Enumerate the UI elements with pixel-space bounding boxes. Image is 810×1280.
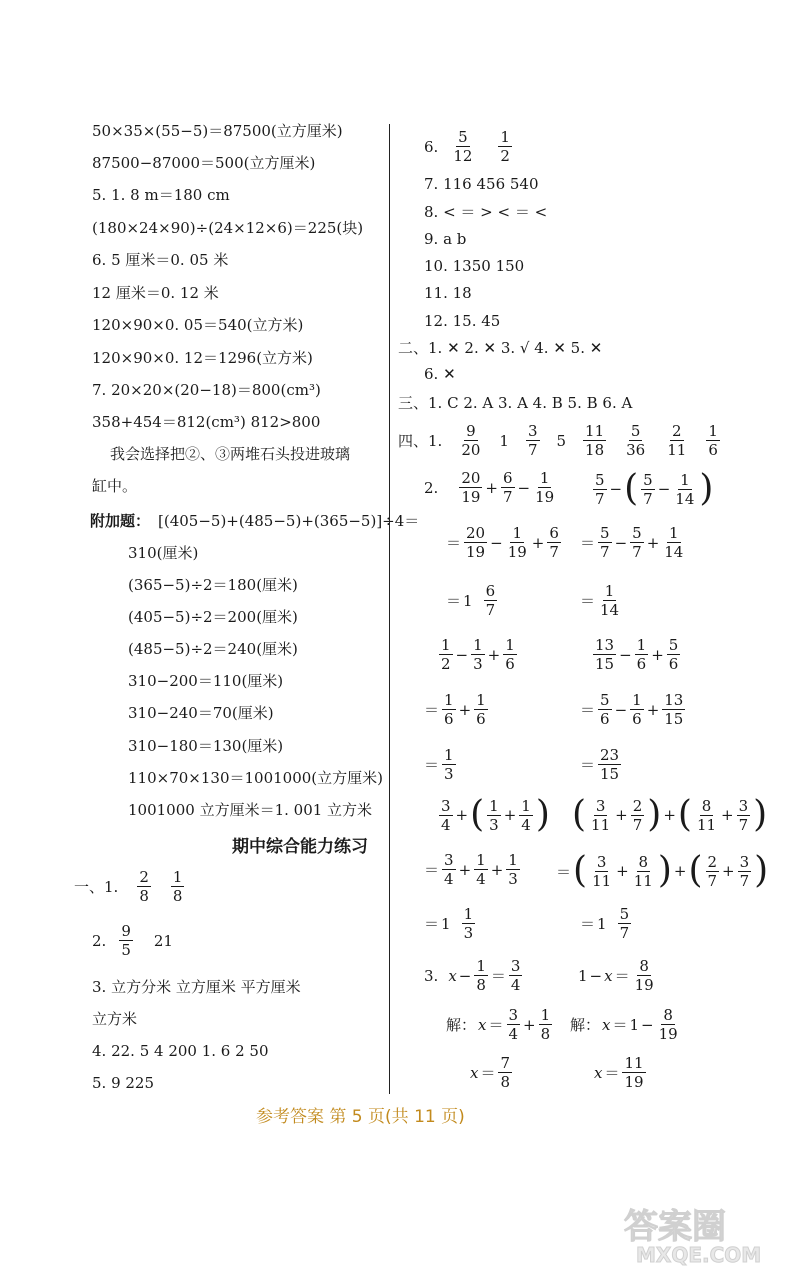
right-line: 12. 15. 45 bbox=[424, 312, 501, 330]
left-line: 7. 20×20×(20−18)＝800(cm³) bbox=[92, 381, 321, 399]
right-line: 7. 116 456 540 bbox=[424, 175, 539, 193]
fraction: $\frac{5}{36}$ bbox=[626, 422, 646, 459]
eq-3a-line3: x ＝ $\frac{7}{8}$ bbox=[470, 1054, 511, 1091]
fraction: $\frac{1}{6}$ bbox=[444, 691, 454, 728]
left-line: 6. 5 厘米＝0. 05 米 bbox=[92, 251, 229, 269]
fraction: $\frac{1}{6}$ bbox=[636, 636, 647, 673]
watermark-logo bbox=[616, 1204, 796, 1266]
extra-line: (485−5)÷2＝240(厘米) bbox=[128, 640, 298, 658]
fraction: $\frac{2}{7}$ bbox=[632, 796, 643, 834]
right-line: 10. 1350 150 bbox=[424, 257, 525, 275]
fraction: $\frac{3}{11}$ bbox=[592, 852, 612, 890]
fraction: $\frac{8}{19}$ bbox=[634, 957, 654, 994]
calc-2f-line1: ( $\frac{3}{11}$ + $\frac{2}{7}$ ) + ( $\frac{8}{11}$ + $\frac{3}{7}$ ) bbox=[572, 794, 768, 835]
fraction: $\frac{5}{7}$ bbox=[643, 470, 653, 508]
extra-line: [(405−5)+(485−5)+(365−5)]÷4＝ bbox=[158, 512, 420, 530]
fraction: $\frac{1}{6}$ bbox=[505, 636, 515, 673]
calc-2a-line3: ＝ 1 $\frac{6}{7}$ bbox=[446, 582, 496, 619]
left-q5: 5. 9 225 bbox=[92, 1074, 155, 1092]
section-3-answers: 三、1. C 2. A 3. A 4. B 5. B 6. A bbox=[398, 394, 633, 412]
fraction: $\frac{1}{3}$ bbox=[489, 796, 499, 834]
svg-text:答案圈: 答案圈 bbox=[624, 1207, 726, 1247]
calc-2e-line2: ＝ $\frac{3}{4}$ + $\frac{1}{4}$ + $\frac{1}{3}$ bbox=[424, 851, 518, 888]
fraction: $\frac{1}{8}$ bbox=[172, 868, 183, 905]
left-line: 87500−87000＝500(立方厘米) bbox=[92, 154, 316, 172]
left-q4: 4. 22. 5 4 200 1. 6 2 50 bbox=[92, 1042, 269, 1060]
fraction: $\frac{6}{7}$ bbox=[549, 524, 559, 561]
extra-line: (365−5)÷2＝180(厘米) bbox=[128, 576, 298, 594]
fraction: $\frac{5}{12}$ bbox=[453, 128, 473, 165]
calc-2c-line3: ＝ $\frac{1}{3}$ bbox=[424, 746, 454, 783]
section-4-label: 四、1. bbox=[398, 432, 443, 450]
fraction: $\frac{1}{19}$ bbox=[507, 524, 527, 561]
fraction: $\frac{6}{7}$ bbox=[485, 582, 496, 619]
eq-3a-line2: 解： x ＝ $\frac{3}{4}$ + $\frac{1}{8}$ bbox=[446, 1006, 551, 1043]
fraction: $\frac{5}{7}$ bbox=[600, 524, 610, 561]
calc-2c-line2: ＝ $\frac{1}{6}$ + $\frac{1}{6}$ bbox=[424, 691, 486, 728]
fraction: $\frac{5}{7}$ bbox=[595, 470, 605, 508]
fraction: $\frac{5}{6}$ bbox=[600, 691, 610, 728]
fraction: $\frac{3}{7}$ bbox=[738, 796, 749, 834]
calc-2d-line3: ＝ $\frac{23}{15}$ bbox=[580, 746, 620, 783]
fraction: $\frac{20}{19}$ bbox=[461, 469, 481, 506]
eq-3b-line1: 1 − x ＝ $\frac{8}{19}$ bbox=[578, 957, 654, 994]
left-line: 5. 1. 8 m＝180 cm bbox=[92, 186, 230, 204]
fraction: $\frac{1}{6}$ bbox=[632, 691, 642, 728]
column-divider bbox=[389, 124, 390, 1094]
fraction: $\frac{9}{20}$ bbox=[461, 422, 481, 459]
calc-2f-line3: ＝ 1 $\frac{5}{7}$ bbox=[580, 905, 630, 942]
q1-label: 一、1. bbox=[74, 878, 119, 896]
left-q1-row bbox=[74, 868, 185, 905]
left-line: 358+454＝812(cm³) 812>800 bbox=[92, 413, 321, 431]
section-2-answers: 二、1. ✕ 2. ✕ 3. √ 4. ✕ 5. ✕ bbox=[398, 339, 603, 357]
extra-line: 110×70×130＝1001000(立方厘米) bbox=[128, 769, 383, 787]
fraction: $\frac{3}{4}$ bbox=[441, 796, 451, 834]
extra-line: 310−180＝130(厘米) bbox=[128, 737, 284, 755]
right-line: 11. 18 bbox=[424, 284, 472, 302]
eq-3b-line2: 解： x ＝ 1 − $\frac{8}{19}$ bbox=[570, 1006, 678, 1043]
fraction: $\frac{13}{15}$ bbox=[664, 691, 684, 728]
fraction: $\frac{5}{6}$ bbox=[668, 636, 679, 673]
fraction: $\frac{1}{3}$ bbox=[508, 851, 518, 888]
fraction: $\frac{1}{3}$ bbox=[444, 746, 454, 783]
answer-value: 5 bbox=[556, 431, 567, 450]
calc-2f-line2: ＝ ( $\frac{3}{11}$ + $\frac{8}{11}$ ) + ( $\frac{2}{7}$ + $\frac{3}{7}$ ) bbox=[556, 850, 769, 891]
left-line: 12 厘米＝0. 12 米 bbox=[92, 284, 219, 302]
fraction: $\frac{6}{7}$ bbox=[502, 469, 513, 506]
calc-2b-line2: ＝ $\frac{5}{7}$ − $\frac{5}{7}$ + $\frac{1}{14}$ bbox=[580, 524, 684, 561]
fraction: $\frac{1}{19}$ bbox=[535, 469, 555, 506]
left-line: (180×24×90)÷(24×12×6)＝225(块) bbox=[92, 219, 364, 237]
fraction: $\frac{1}{8}$ bbox=[540, 1006, 551, 1043]
fraction: $\frac{2}{11}$ bbox=[667, 422, 687, 459]
calc-2c-line1: $\frac{1}{2}$ − $\frac{1}{3}$ + $\frac{1}{6}$ bbox=[441, 636, 515, 673]
extra-line: (405−5)÷2＝200(厘米) bbox=[128, 608, 298, 626]
right-line: 9. a b bbox=[424, 230, 467, 248]
fraction: $\frac{8}{11}$ bbox=[696, 796, 717, 834]
fraction: $\frac{11}{18}$ bbox=[585, 422, 605, 459]
left-line: 50×35×(55−5)＝87500(立方厘米) bbox=[92, 122, 343, 140]
fraction: $\frac{3}{11}$ bbox=[591, 796, 611, 834]
fraction: $\frac{1}{14}$ bbox=[675, 470, 695, 508]
q2-label: 2. bbox=[424, 478, 439, 497]
fraction: $\frac{1}{4}$ bbox=[476, 851, 486, 888]
fraction: $\frac{8}{11}$ bbox=[633, 852, 653, 890]
fraction: $\frac{13}{15}$ bbox=[595, 636, 615, 673]
fraction: $\frac{11}{19}$ bbox=[624, 1054, 644, 1091]
fraction: $\frac{8}{19}$ bbox=[658, 1006, 678, 1043]
left-line: 我会选择把②、③两堆石头投进玻璃 bbox=[110, 445, 351, 463]
left-line: 缸中。 bbox=[92, 477, 138, 495]
fraction: $\frac{20}{19}$ bbox=[466, 524, 486, 561]
answer-value: 1 bbox=[499, 431, 509, 450]
left-q3: 3. 立方分米 立方厘米 平方厘米 bbox=[92, 978, 301, 996]
section-4-q1-row bbox=[398, 422, 721, 459]
eq-3b-line3: x ＝ $\frac{11}{19}$ bbox=[594, 1054, 644, 1091]
extra-line: 310−200＝110(厘米) bbox=[128, 672, 284, 690]
fraction: $\frac{7}{8}$ bbox=[500, 1054, 511, 1091]
left-line: 120×90×0. 12＝1296(立方米) bbox=[92, 349, 313, 367]
fraction: $\frac{3}{7}$ bbox=[527, 422, 538, 459]
fraction: $\frac{1}{8}$ bbox=[476, 957, 486, 994]
fraction: $\frac{1}{4}$ bbox=[521, 796, 531, 834]
eq-3a-line1: 3. x − $\frac{1}{8}$ ＝ $\frac{3}{4}$ bbox=[424, 957, 521, 994]
fraction: $\frac{2}{7}$ bbox=[707, 852, 718, 890]
fraction: $\frac{9}{5}$ bbox=[121, 922, 131, 959]
calc-2b-line1: $\frac{5}{7}$ − ( $\frac{5}{7}$ − $\frac{1}{14}$ ) bbox=[595, 468, 714, 509]
fraction: $\frac{23}{15}$ bbox=[600, 746, 620, 783]
right-q6-row bbox=[424, 128, 513, 165]
fraction: $\frac{1}{14}$ bbox=[600, 582, 620, 619]
q6-label: 6. bbox=[424, 137, 439, 156]
left-line: 120×90×0. 05＝540(立方米) bbox=[92, 316, 304, 334]
left-q2-row bbox=[92, 922, 173, 959]
fraction: $\frac{1}{3}$ bbox=[463, 905, 474, 942]
calc-2d-line2: ＝ $\frac{5}{6}$ − $\frac{1}{6}$ + $\frac{13}{15}$ bbox=[580, 691, 684, 728]
fraction: $\frac{5}{7}$ bbox=[632, 524, 642, 561]
fraction: $\frac{1}{3}$ bbox=[473, 636, 483, 673]
calc-2e-line3: ＝ 1 $\frac{1}{3}$ bbox=[424, 905, 474, 942]
fraction: $\frac{3}{4}$ bbox=[508, 1006, 519, 1043]
right-line: 8. < ＝ > < ＝ < bbox=[424, 203, 548, 221]
left-q3-cont: 立方米 bbox=[92, 1010, 138, 1028]
calc-2e-line1: $\frac{3}{4}$ + ( $\frac{1}{3}$ + $\frac{1}{4}$ ) bbox=[441, 794, 550, 835]
q3-label: 3. bbox=[424, 966, 439, 985]
calc-2a-line1: 2. $\frac{20}{19}$ + $\frac{6}{7}$ − $\frac{1}{19}$ bbox=[424, 469, 555, 506]
calc-2b-line3: ＝ $\frac{1}{14}$ bbox=[580, 582, 620, 619]
page-footer: 参考答案 第 5 页(共 11 页) bbox=[256, 1107, 465, 1127]
fraction: $\frac{1}{2}$ bbox=[500, 128, 510, 165]
fraction: $\frac{2}{8}$ bbox=[139, 868, 149, 905]
q2-label: 2. bbox=[92, 931, 107, 950]
fraction: $\frac{1}{6}$ bbox=[476, 691, 486, 728]
extra-line: 310(厘米) bbox=[128, 544, 199, 562]
section-2-answers-cont: 6. ✕ bbox=[424, 365, 456, 383]
fraction: $\frac{3}{4}$ bbox=[510, 957, 521, 994]
fraction: $\frac{1}{14}$ bbox=[664, 524, 684, 561]
calc-2d-line1: $\frac{13}{15}$ − $\frac{1}{6}$ + $\frac{5}{6}$ bbox=[595, 636, 679, 673]
fraction: $\frac{1}{6}$ bbox=[708, 422, 718, 459]
extra-line: 310−240＝70(厘米) bbox=[128, 704, 274, 722]
fraction: $\frac{1}{2}$ bbox=[441, 636, 451, 673]
fraction: $\frac{5}{7}$ bbox=[619, 905, 630, 942]
fraction: $\frac{3}{7}$ bbox=[739, 852, 750, 890]
q2-value: 21 bbox=[153, 931, 173, 950]
calc-2a-line2: ＝ $\frac{20}{19}$ − $\frac{1}{19}$ + $\frac{6}{7}$ bbox=[446, 524, 559, 561]
extra-line: 1001000 立方厘米＝1. 001 立方米 bbox=[128, 801, 373, 819]
section-title: 期中综合能力练习 bbox=[232, 837, 368, 857]
svg-text:MXQE.COM: MXQE.COM bbox=[636, 1243, 762, 1266]
extra-question-label: 附加题： bbox=[90, 512, 151, 530]
fraction: $\frac{3}{4}$ bbox=[444, 851, 454, 888]
